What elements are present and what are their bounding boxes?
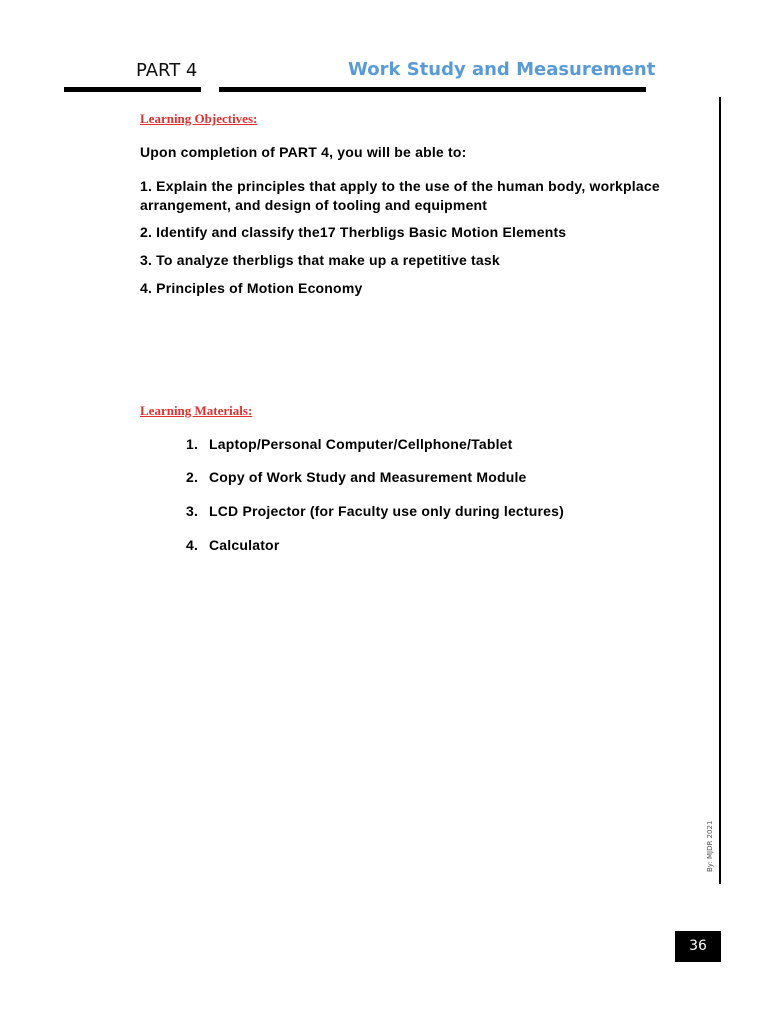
part-label: PART 4 [136, 60, 198, 81]
objective-item: 4. Principles of Motion Economy [140, 280, 363, 296]
side-credit: By: MJDR 2021 [706, 820, 714, 872]
material-number: 2. [186, 469, 199, 485]
material-item [186, 436, 513, 452]
material-item [186, 537, 279, 553]
material-number: 1. [186, 436, 199, 452]
material-text: Calculator [209, 537, 280, 553]
material-number: 3. [186, 503, 199, 519]
page-number-box [675, 931, 721, 962]
learning-materials-heading: Learning Materials: [140, 403, 253, 418]
header-title: Work Study and Measurement [348, 59, 656, 80]
material-text: Copy of Work Study and Measurement Module [209, 469, 527, 485]
page-number: 36 [689, 938, 707, 954]
learning-objectives-heading: Learning Objectives: [140, 111, 258, 126]
objectives-intro: Upon completion of PART 4, you will be able to: [140, 144, 467, 160]
header-rule-left [64, 87, 201, 92]
header-rule-right [219, 87, 646, 92]
side-rule [719, 97, 721, 884]
objective-item: 1. Explain the principles that apply to the use of the human body, workplace arrangement, and design of tooling and equipment [140, 178, 660, 213]
material-text: Laptop/Personal Computer/Cellphone/Tablet [209, 436, 513, 452]
material-item [186, 503, 564, 519]
material-item [186, 469, 527, 485]
material-number: 4. [186, 537, 199, 553]
material-text: LCD Projector (for Faculty use only during lectures) [209, 503, 565, 519]
objective-item: 3. To analyze therbligs that make up a repetitive task [140, 252, 500, 268]
objective-item: 2. Identify and classify the17 Therbligs Basic Motion Elements [140, 224, 567, 240]
